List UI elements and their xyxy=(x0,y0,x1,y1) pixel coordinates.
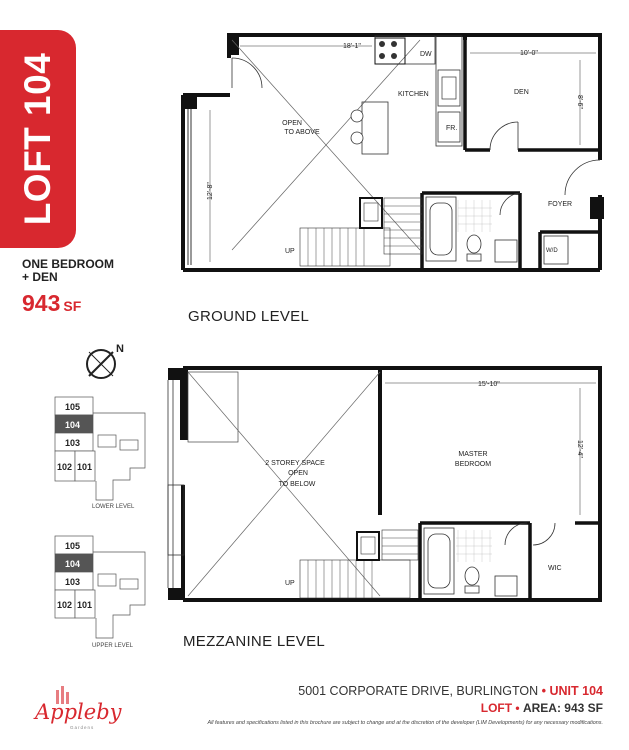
unit-type-line2: + DEN xyxy=(22,270,58,284)
wic-label: WIC xyxy=(548,565,562,572)
keyplan-upper xyxy=(55,536,145,649)
ground-dim-top: 18'-1" xyxy=(343,43,361,50)
compass-north-label: N xyxy=(116,343,124,355)
unit-type-line1: ONE BEDROOM xyxy=(22,257,115,271)
ground-dim-den-height: 8'-6" xyxy=(576,95,583,109)
ground-dim-den-width: 10'-0" xyxy=(520,50,538,57)
kitchen-label: KITCHEN xyxy=(398,91,429,98)
den-label: DEN xyxy=(514,89,529,96)
upper-unit-101: 101 xyxy=(77,600,93,610)
open-above-line1: OPEN xyxy=(282,120,302,127)
lower-unit-102: 102 xyxy=(57,462,73,472)
type-label: LOFT xyxy=(480,701,513,715)
lower-unit-101: 101 xyxy=(77,462,93,472)
storey-space-line3: TO BELOW xyxy=(278,481,316,488)
area-unit: SF xyxy=(63,298,82,314)
ground-dim-left: 12'-8" xyxy=(207,182,214,200)
footer-address-line xyxy=(298,684,603,698)
mezz-up-label: UP xyxy=(285,580,295,587)
upper-unit-105: 105 xyxy=(65,541,81,551)
open-above-line2: TO ABOVE xyxy=(284,129,320,136)
mezzanine-floor-plan xyxy=(168,368,600,600)
lower-unit-103: 103 xyxy=(65,438,81,448)
dw-label: DW xyxy=(420,51,432,58)
wd-label: W/D xyxy=(546,248,558,254)
mezz-dim-top: 15'-10" xyxy=(478,381,500,388)
lower-unit-105: 105 xyxy=(65,402,81,412)
mezz-dim-right: 12'-4" xyxy=(576,440,583,458)
fridge-label: FR. xyxy=(446,125,458,132)
master-bedroom-line2: BEDROOM xyxy=(454,461,492,468)
keyplan-lower xyxy=(55,397,145,510)
bullet-2: • xyxy=(515,701,520,715)
ground-level-label: GROUND LEVEL xyxy=(188,308,310,325)
upper-level-caption: UPPER LEVEL xyxy=(92,643,134,649)
upper-unit-102: 102 xyxy=(57,600,73,610)
disclaimer: All features and specifications listed in this brochure are subject to change and at the discretion of the developer (LIM Developments) for any necessary modifications. xyxy=(207,720,603,726)
unit-label: UNIT 104 xyxy=(549,684,603,698)
area-number: 943 xyxy=(22,290,61,316)
appleby-logo-sub: Gardens xyxy=(70,725,95,730)
appleby-logo: Appleby xyxy=(35,700,122,724)
storey-space-line1: 2 STOREY SPACE xyxy=(265,460,325,467)
ground-floor-plan xyxy=(183,33,604,270)
unit-tab-title: LOFT 104 xyxy=(17,52,58,226)
upper-unit-104: 104 xyxy=(65,559,81,569)
master-bedroom-line1: MASTER xyxy=(458,451,488,458)
mezzanine-level-label: MEZZANINE LEVEL xyxy=(183,633,326,650)
upper-unit-103: 103 xyxy=(65,577,81,587)
area-label: AREA: 943 SF xyxy=(522,701,603,715)
bullet-1: • xyxy=(541,684,547,698)
compass xyxy=(87,343,124,378)
lower-level-caption: LOWER LEVEL xyxy=(92,504,135,510)
footer-area-line xyxy=(481,701,603,715)
lower-unit-104: 104 xyxy=(65,420,81,430)
address: 5001 CORPORATE DRIVE, BURLINGTON xyxy=(298,684,539,698)
storey-space-line2: OPEN xyxy=(288,470,308,477)
foyer-label: FOYER xyxy=(548,201,573,208)
ground-up-label: UP xyxy=(285,248,295,255)
